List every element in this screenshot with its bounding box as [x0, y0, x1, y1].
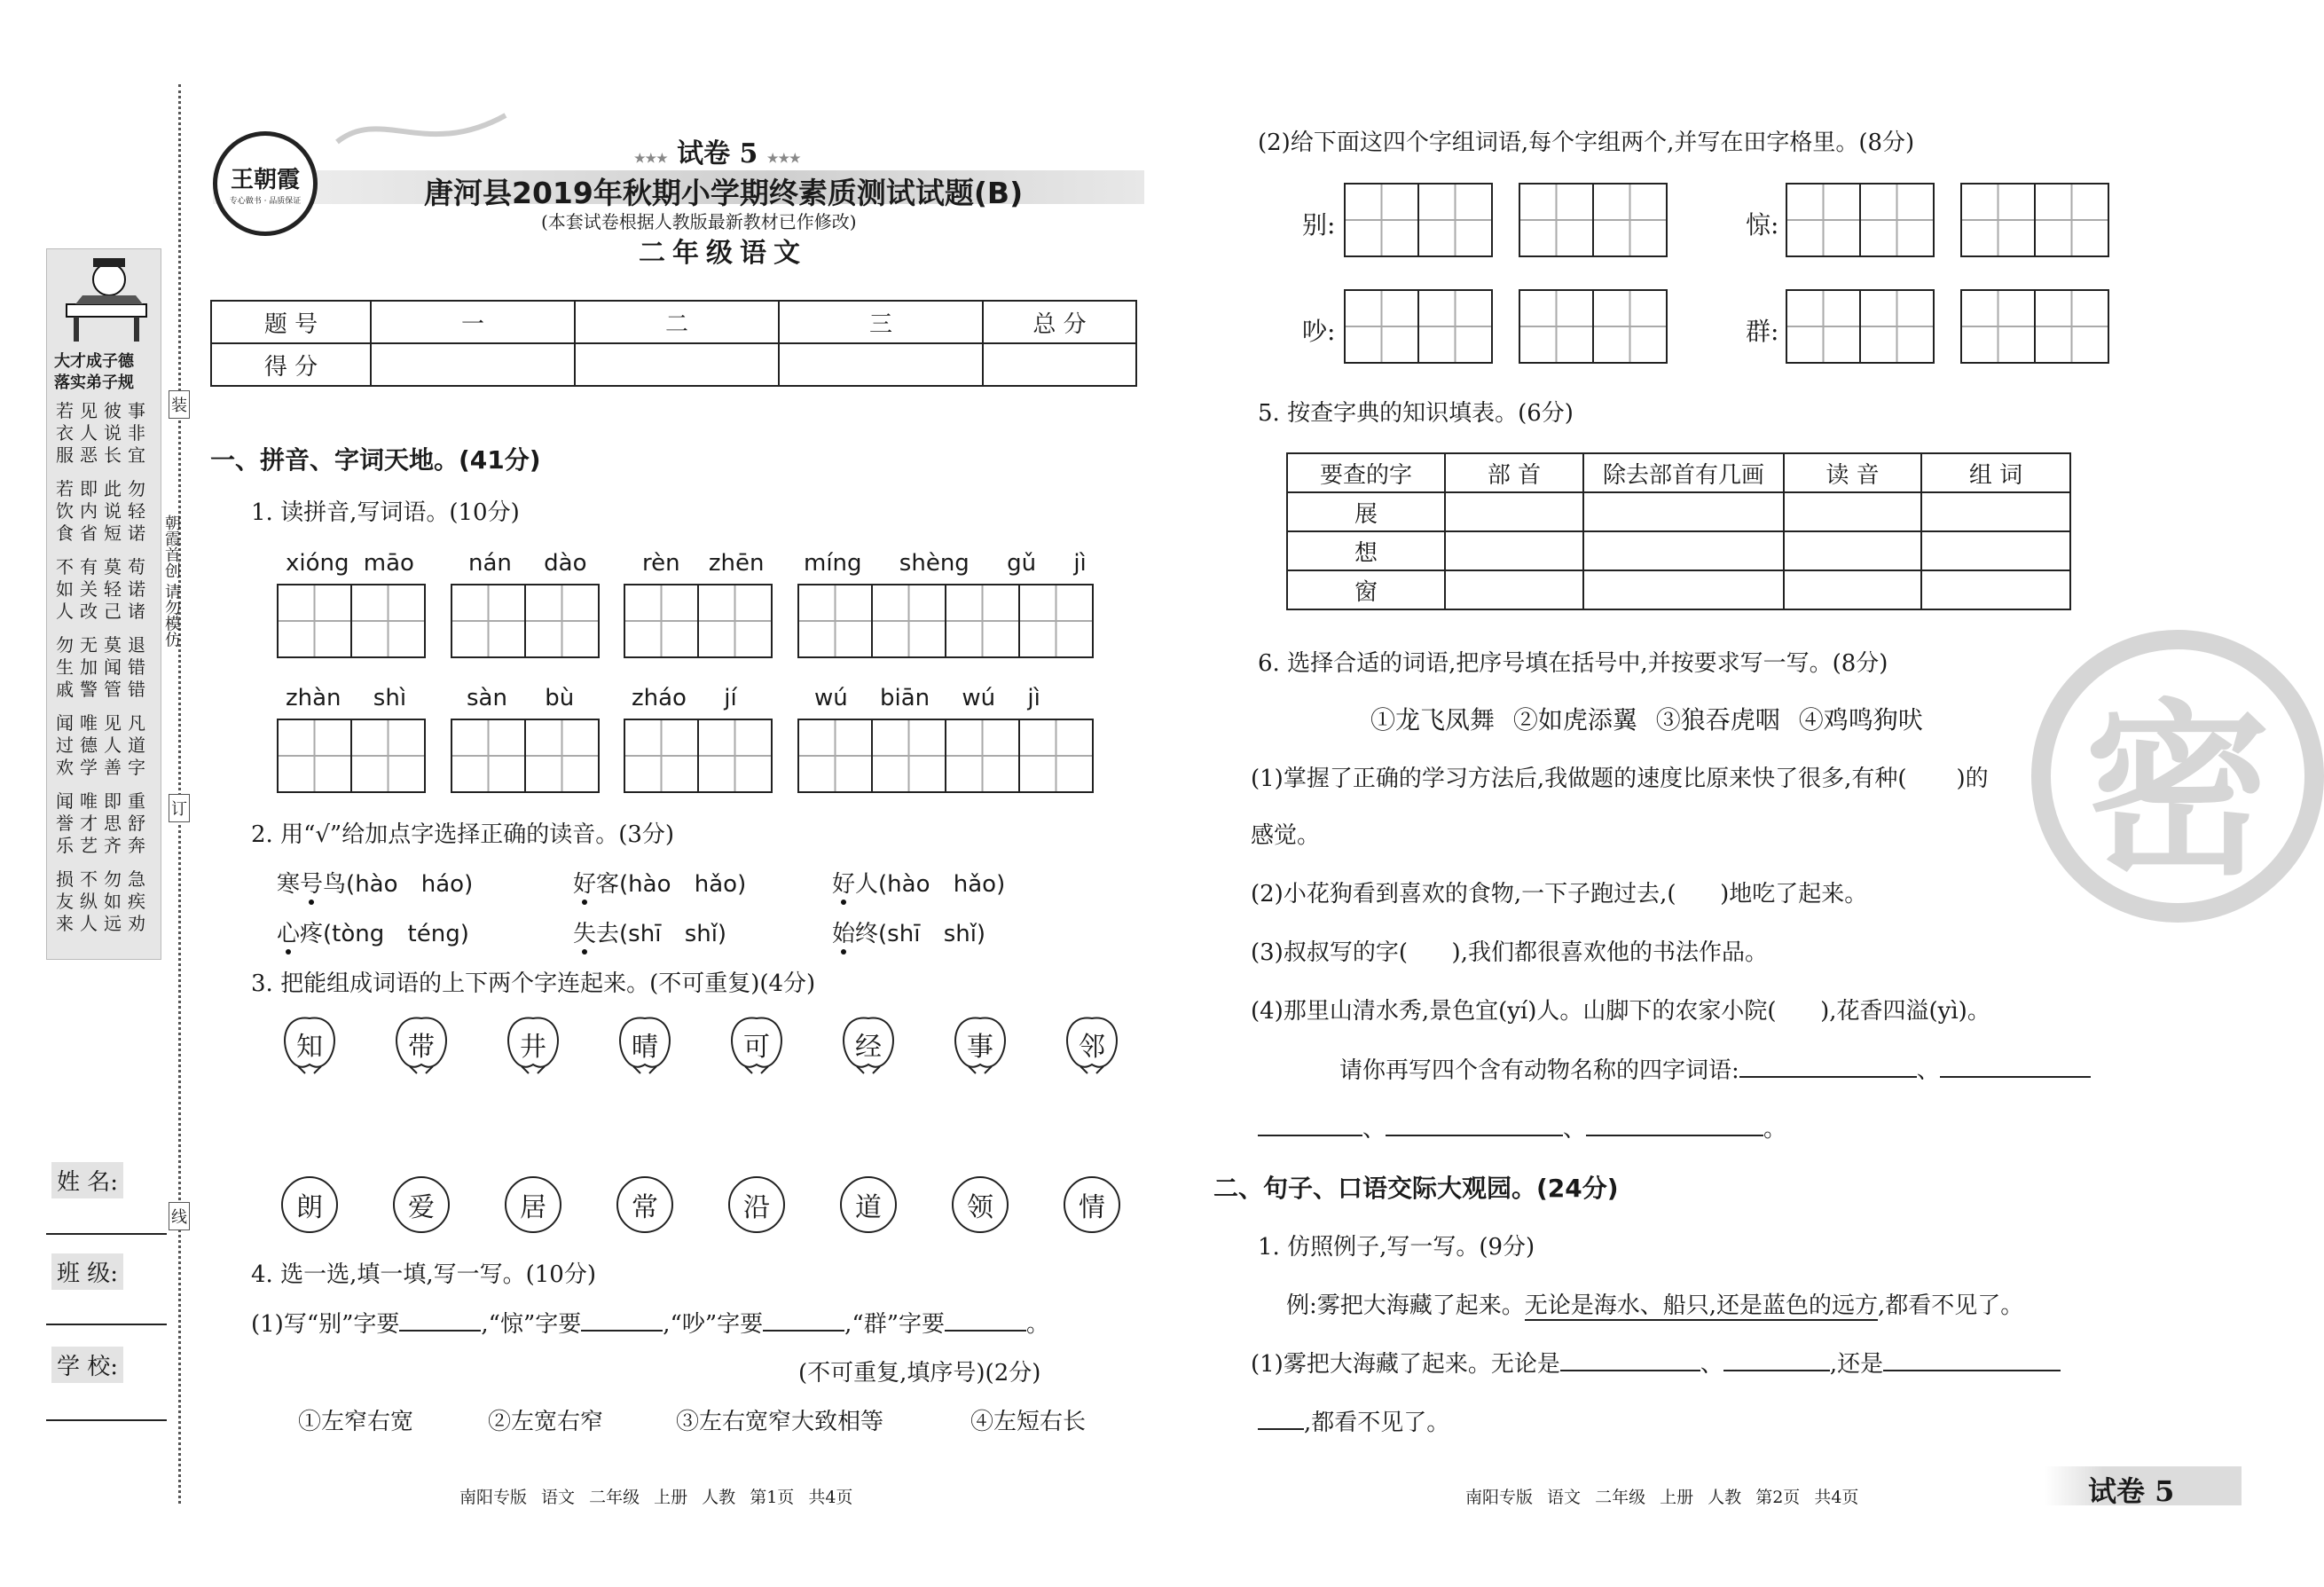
reading-item[interactable] — [573, 915, 726, 948]
poem-line: 不如人 — [56, 556, 74, 622]
dict-cell[interactable] — [1784, 492, 1921, 531]
dict-header: 除去部首有几画 — [1583, 453, 1784, 492]
match-char-top[interactable]: 邻 — [1061, 1011, 1123, 1077]
example-underlined: 无论是海水、船只,还是蓝色的远方 — [1524, 1292, 1879, 1319]
q6-text: 请你再写四个含有动物名称的四字词语: — [1339, 1057, 1739, 1084]
writing-grid[interactable] — [1960, 289, 2109, 364]
poem-line: 彼说长 — [104, 400, 122, 466]
score-cell[interactable] — [371, 343, 575, 386]
pinyin-label: xióng māo — [286, 550, 414, 577]
s2-p1-cont — [1258, 1404, 1449, 1437]
poem-line: 凡道字 — [128, 712, 145, 778]
match-char-top[interactable]: 经 — [837, 1011, 899, 1077]
pinyin-label: sàn bù — [467, 685, 575, 711]
writing-grid[interactable] — [451, 719, 600, 793]
poem-line: 闻誉乐 — [56, 790, 74, 856]
score-cell[interactable] — [779, 343, 983, 386]
dict-char: 窗 — [1287, 570, 1445, 609]
poem-line: 重舒奔 — [128, 790, 145, 856]
p1-text: (1)雾把大海藏了起来。无论是 — [1251, 1351, 1560, 1378]
q6-sep: 、 — [1563, 1116, 1587, 1143]
dict-cell[interactable] — [1445, 570, 1583, 609]
answer-blank[interactable] — [1386, 1135, 1563, 1136]
answer-blank[interactable] — [399, 1330, 481, 1332]
poem-line: 此说短 — [104, 478, 122, 544]
match-char-top[interactable]: 带 — [390, 1011, 452, 1077]
q6-s1 — [1251, 760, 1989, 793]
answer-blank[interactable] — [763, 1330, 844, 1332]
word: 始终 — [832, 921, 879, 947]
answer-blank[interactable] — [581, 1330, 663, 1332]
sidebar-banner — [46, 248, 161, 960]
p1-text: ,还是 — [1829, 1351, 1884, 1378]
q4-part1 — [251, 1306, 1049, 1339]
reading-item[interactable] — [832, 915, 985, 948]
poem-line: 苟诺诸 — [128, 556, 145, 622]
dict-cell[interactable] — [1921, 531, 2070, 570]
writing-grid[interactable] — [797, 584, 1094, 658]
answer-blank[interactable] — [1258, 1428, 1304, 1430]
writing-grid[interactable] — [1786, 289, 1935, 364]
scholar-illustration — [47, 253, 161, 350]
pinyin-options: (shī shǐ) — [878, 921, 986, 947]
q6-s2: (2)小花狗看到喜欢的食物,一下子跑过去,( )地吃了起来。 — [1251, 881, 1868, 907]
score-header: 一 — [371, 301, 575, 343]
word: 寒号鸟 — [277, 871, 347, 898]
match-char-top[interactable]: 井 — [502, 1011, 564, 1077]
writing-grid[interactable] — [624, 584, 773, 658]
answer-blank[interactable] — [1560, 1370, 1700, 1371]
q6-text: (1)掌握了正确的学习方法后,我做题的速度比原来快了很多,有种( — [1251, 766, 1907, 792]
poem-block — [56, 400, 153, 950]
poem-line: 勿如远 — [104, 868, 122, 934]
pinyin-label: zhàn shì — [286, 685, 407, 711]
score-header: 题 号 — [211, 301, 371, 343]
star-icon: ★★★ — [634, 152, 668, 166]
banner-bottom-text: 落实弟子规 — [54, 373, 134, 392]
q4-note: (不可重复,填序号)(2分) — [798, 1360, 1041, 1387]
poem-line: 即思齐 — [104, 790, 122, 856]
dict-cell[interactable] — [1583, 531, 1784, 570]
score-header: 二 — [575, 301, 779, 343]
writing-grid[interactable] — [1344, 183, 1493, 257]
q6-text: )的 — [1956, 766, 1989, 792]
star-icon: ★★★ — [766, 152, 801, 166]
dict-header: 部 首 — [1445, 453, 1583, 492]
q4-title: 4. 选一选,填一填,写一写。(10分) — [251, 1261, 596, 1288]
poem-line: 莫闻管 — [104, 634, 122, 700]
footer-tag: 试卷 5 — [2088, 1474, 2175, 1508]
answer-blank[interactable] — [1258, 1135, 1362, 1136]
school-label: 学 校: — [51, 1347, 123, 1383]
poem-line: 即内省 — [80, 478, 98, 544]
word: 好人 — [832, 871, 879, 898]
dict-cell[interactable] — [1921, 492, 2070, 531]
q1-title: 1. 读拼音,写词语。(10分) — [251, 499, 520, 526]
dict-cell[interactable] — [1921, 570, 2070, 609]
poem-line: 莫轻己 — [104, 556, 122, 622]
poem-line: 急疾劝 — [128, 868, 145, 934]
match-char-bottom[interactable]: 领 — [952, 1176, 1009, 1233]
q6-end: 。 — [1763, 1116, 1787, 1143]
match-char-bottom[interactable]: 情 — [1064, 1176, 1120, 1233]
writing-grid[interactable] — [1960, 183, 2109, 257]
pinyin-options: (tòng téng) — [323, 921, 469, 947]
q4-option: ②左宽右窄 — [488, 1409, 604, 1435]
s2-q1-title: 1. 仿照例子,写一写。(9分) — [1258, 1234, 1535, 1261]
answer-blank[interactable] — [945, 1330, 1026, 1332]
score-cell[interactable] — [983, 343, 1136, 386]
q4-text: (1)写“别”字要 — [251, 1311, 400, 1338]
seal-mark-1: 装 — [169, 390, 190, 419]
score-header: 总 分 — [983, 301, 1136, 343]
poem-line: 不纵人 — [80, 868, 98, 934]
match-char-bottom[interactable]: 爱 — [393, 1176, 450, 1233]
series-badge — [634, 131, 801, 170]
reading-item[interactable] — [277, 866, 473, 899]
dict-header: 读 音 — [1784, 453, 1921, 492]
reading-item[interactable] — [573, 866, 746, 899]
answer-blank[interactable] — [1739, 1076, 1917, 1078]
q6-s4: (4)那里山清水秀,景色宜(yí)人。山脚下的农家小院( ),花香四溢(yì)。 — [1251, 998, 1990, 1025]
dict-char: 想 — [1287, 531, 1445, 570]
writing-grid[interactable] — [277, 719, 426, 793]
match-char-top[interactable]: 事 — [949, 1011, 1011, 1077]
example-text: ,都看不见了。 — [1878, 1292, 2024, 1319]
secret-seal — [2031, 630, 2324, 923]
poem-line: 勿生戚 — [56, 634, 74, 700]
writing-grid[interactable] — [277, 584, 426, 658]
poem-line: 损友来 — [56, 868, 74, 934]
dict-header: 组 词 — [1921, 453, 2070, 492]
q6-s5 — [1339, 1052, 2091, 1085]
q6-s3: (3)叔叔写的字( ),我们都很喜欢他的书法作品。 — [1251, 939, 1768, 966]
answer-blank[interactable] — [1723, 1370, 1830, 1371]
reading-item[interactable] — [277, 915, 469, 948]
poem-line: 事非宜 — [128, 400, 145, 466]
answer-blank[interactable] — [1940, 1076, 2091, 1078]
poem-line: 见人善 — [104, 712, 122, 778]
footer-left: 南阳专版 语文 二年级 上册 人教 第1页 共4页 — [459, 1488, 853, 1507]
p1-text: 、 — [1700, 1351, 1723, 1378]
pinyin-label: míng shèng gǔ jì — [804, 550, 1087, 577]
match-char-top[interactable]: 知 — [279, 1011, 341, 1077]
name-label: 姓 名: — [51, 1162, 123, 1198]
s2-example — [1286, 1287, 2023, 1320]
match-char-bottom[interactable]: 常 — [616, 1176, 673, 1233]
q6-s5-cont — [1258, 1111, 1786, 1143]
dict-cell[interactable] — [1583, 492, 1784, 531]
seal-mark-3: 线 — [169, 1202, 190, 1230]
score-cell[interactable] — [575, 343, 779, 386]
word: 失去 — [573, 921, 620, 947]
q4-option: ③左右宽窄大致相等 — [676, 1409, 884, 1435]
q6-s1-cont: 感觉。 — [1251, 822, 1321, 849]
poem-line: 唯才艺 — [80, 790, 98, 856]
exam-title: 唐河县2019年秋期小学期终素质测试试题(B) — [424, 176, 1024, 210]
dict-cell[interactable] — [1784, 570, 1921, 609]
match-char-top[interactable]: 可 — [726, 1011, 788, 1077]
exam-subtitle: (本套试卷根据人教版最新教材已作修改) — [541, 211, 857, 232]
char-label: 吵: — [1302, 317, 1336, 346]
dict-cell[interactable] — [1583, 570, 1784, 609]
score-table — [210, 300, 1137, 387]
char-label: 别: — [1302, 210, 1336, 240]
series-label: 试卷 5 — [677, 138, 758, 169]
seal-char: 密 — [2084, 683, 2271, 900]
pinyin-label: rèn zhēn — [642, 550, 765, 577]
name-field[interactable] — [46, 1233, 167, 1235]
match-char-bottom[interactable]: 道 — [840, 1176, 897, 1233]
poem-line: 退错错 — [128, 634, 145, 700]
word: 好客 — [573, 871, 620, 898]
reading-item[interactable] — [832, 866, 1005, 899]
match-char-bottom[interactable]: 沿 — [728, 1176, 785, 1233]
dictionary-table — [1286, 452, 2071, 610]
poem-line: 若衣服 — [56, 400, 74, 466]
poem-line: 若饮食 — [56, 478, 74, 544]
char-label: 群: — [1746, 317, 1779, 346]
q4-2-title: (2)给下面这四个字组词语,每个字组两个,并写在田字格里。(8分) — [1258, 130, 1915, 156]
q5-title: 5. 按查字典的知识填表。(6分) — [1258, 400, 1574, 427]
q2-title: 2. 用“√”给加点字选择正确的读音。(3分) — [251, 821, 675, 848]
poem-line: 闻过欢 — [56, 712, 74, 778]
seal-mark-2: 订 — [169, 794, 190, 822]
pinyin-options: (hào háo) — [346, 871, 474, 898]
writing-grid[interactable] — [1786, 183, 1935, 257]
q3-title: 3. 把能组成词语的上下两个字连起来。(不可重复)(4分) — [251, 970, 816, 997]
brand-logo-text: 王朝霞 — [230, 167, 300, 193]
match-char-bottom[interactable]: 朗 — [281, 1176, 338, 1233]
pinyin-label: nán dào — [468, 550, 587, 577]
word: 心疼 — [277, 921, 324, 947]
writing-grid[interactable] — [1519, 289, 1668, 364]
writing-grid[interactable] — [797, 719, 1094, 793]
answer-blank[interactable] — [1883, 1370, 2061, 1371]
writing-grid[interactable] — [451, 584, 600, 658]
banner-top-text: 大才成子德 — [54, 352, 134, 371]
pinyin-options: (hào hǎo) — [619, 871, 747, 898]
pinyin-options: (shī shǐ) — [619, 921, 727, 947]
answer-blank[interactable] — [1586, 1135, 1763, 1136]
footer-right: 南阳专版 语文 二年级 上册 人教 第2页 共4页 — [1465, 1488, 1859, 1507]
score-header: 三 — [779, 301, 983, 343]
poem-line: 无加警 — [80, 634, 98, 700]
poem-line: 唯德学 — [80, 712, 98, 778]
pinyin-label: zháo jí — [632, 685, 737, 711]
s2-p1 — [1251, 1346, 2061, 1379]
poem-line: 见人恶 — [80, 400, 98, 466]
q4-option: ①左窄右宽 — [298, 1409, 414, 1435]
section2-title: 二、句子、口语交际大观园。(24分) — [1213, 1174, 1619, 1203]
section1-title: 一、拼音、字词天地。(41分) — [210, 445, 541, 475]
match-char-top[interactable]: 晴 — [614, 1011, 676, 1077]
pinyin-label: wú biān wú jì — [814, 685, 1040, 711]
q4-text: ,“群”字要 — [844, 1311, 945, 1338]
grade-subject: 二年级语文 — [639, 238, 807, 269]
side-vertical-note: 朝霞首创 请勿模仿 — [162, 515, 181, 648]
p1-text: ,都看不见了。 — [1304, 1410, 1450, 1436]
q6-sep: 、 — [1916, 1057, 1940, 1084]
brand-logo-sub: 专心做书 · 品质保证 — [229, 197, 302, 206]
pinyin-options: (hào hǎo) — [878, 871, 1006, 898]
score-row-label: 得 分 — [211, 343, 371, 386]
q4-option: ④左短右长 — [970, 1409, 1087, 1435]
poem-line: 勿轻诺 — [128, 478, 145, 544]
dict-cell[interactable] — [1445, 531, 1583, 570]
q4-text: ,“惊”字要 — [481, 1311, 582, 1338]
q4-text: 。 — [1026, 1311, 1050, 1338]
poem-line: 有关改 — [80, 556, 98, 622]
q6-options: ①龙飞凤舞 ②如虎添翼 ③狼吞虎咽 ④鸡鸣狗吠 — [1370, 705, 1923, 735]
dict-cell[interactable] — [1784, 531, 1921, 570]
q6-sep: 、 — [1362, 1116, 1386, 1143]
writing-grid[interactable] — [1344, 289, 1493, 364]
example-text: 例:雾把大海藏了起来。 — [1286, 1292, 1525, 1319]
dict-cell[interactable] — [1445, 492, 1583, 531]
brand-logo — [213, 131, 318, 236]
school-field[interactable] — [46, 1419, 167, 1421]
q4-text: ,“吵”字要 — [663, 1311, 764, 1338]
char-label: 惊: — [1746, 210, 1779, 240]
class-label: 班 级: — [51, 1253, 123, 1290]
writing-grid[interactable] — [624, 719, 773, 793]
class-field[interactable] — [46, 1324, 167, 1325]
match-char-bottom[interactable]: 居 — [505, 1176, 561, 1233]
dict-char: 展 — [1287, 492, 1445, 531]
dict-header: 要查的字 — [1287, 453, 1445, 492]
q6-title: 6. 选择合适的词语,把序号填在括号中,并按要求写一写。(8分) — [1258, 650, 1888, 677]
writing-grid[interactable] — [1519, 183, 1668, 257]
header-wave — [337, 106, 514, 163]
